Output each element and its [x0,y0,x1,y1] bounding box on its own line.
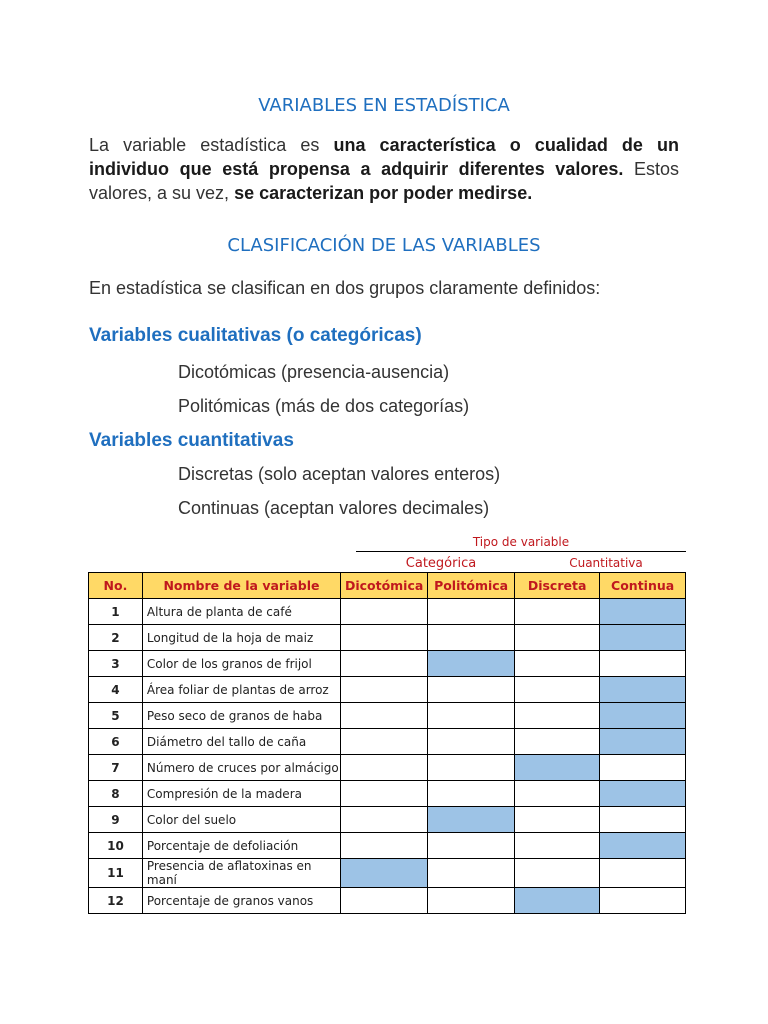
row-number: 9 [89,807,143,833]
marked-cell [428,651,515,677]
marked-cell [600,703,686,729]
empty-cell [428,859,515,888]
table-row [89,599,686,625]
empty-cell [341,729,428,755]
variable-name: Altura de planta de café [142,599,340,625]
section-title: CLASIFICACIÓN DE LAS VARIABLES [227,235,541,256]
marked-cell [600,781,686,807]
table-row [89,833,686,859]
qualitative-item: Dicotómicas (presencia-ausencia) [178,362,450,382]
intro-text-1: La variable estadística es [89,135,334,155]
variable-name: Porcentaje de defoliación [142,833,340,859]
empty-cell [341,625,428,651]
quantitative-item: Continuas (aceptan valores decimales) [178,498,490,518]
empty-cell [600,807,686,833]
empty-cell [428,833,515,859]
intro-bold-2: se caracterizan por poder medirse. [234,183,533,203]
empty-cell [600,859,686,888]
empty-cell [514,807,599,833]
qualitative-title: Variables cualitativas (o categóricas) [89,325,422,346]
col-header-continua: Continua [600,573,686,599]
table-row [89,859,686,888]
group-categorica: Categórica [405,556,477,571]
empty-cell [341,781,428,807]
empty-cell [428,703,515,729]
empty-cell [341,755,428,781]
table-header-row [89,573,686,599]
empty-cell [514,859,599,888]
table-row [89,807,686,833]
empty-cell [514,625,599,651]
classification-intro: En estadística se clasifican en dos grupos claramente definidos: [89,278,601,298]
table-body [89,599,686,914]
empty-cell [341,703,428,729]
marked-cell [600,599,686,625]
empty-cell [428,781,515,807]
variable-name: Peso seco de granos de haba [142,703,340,729]
empty-cell [341,833,428,859]
empty-cell [428,625,515,651]
row-number: 8 [89,781,143,807]
empty-cell [514,729,599,755]
group-title: Tipo de variable [356,535,686,552]
group-cuantitativa: Cuantitativa [569,556,643,570]
variable-name: Color del suelo [142,807,340,833]
empty-cell [514,599,599,625]
marked-cell [600,677,686,703]
intro-paragraph [89,133,679,205]
variable-name: Presencia de aflatoxinas en maní [142,859,340,888]
qualitative-item: Politómicas (más de dos categorías) [178,396,470,416]
col-header-name: Nombre de la variable [142,573,340,599]
col-header-dicotomica: Dicotómica [341,573,428,599]
empty-cell [428,729,515,755]
table-row [89,677,686,703]
row-number: 2 [89,625,143,651]
empty-cell [600,888,686,914]
empty-cell [428,888,515,914]
row-number: 10 [89,833,143,859]
empty-cell [428,677,515,703]
intro-bold-1: una característica o cualidad de un individuo que está propensa a adquirir diferentes valores. [89,135,679,179]
row-number: 3 [89,651,143,677]
table-row [89,651,686,677]
table-row [89,755,686,781]
empty-cell [600,651,686,677]
variables-table [88,572,686,914]
empty-cell [428,755,515,781]
empty-cell [341,599,428,625]
row-number: 11 [89,859,143,888]
marked-cell [514,755,599,781]
col-header-politomica: Politómica [428,573,515,599]
col-header-no: No. [89,573,143,599]
empty-cell [341,651,428,677]
empty-cell [428,599,515,625]
empty-cell [600,755,686,781]
row-number: 4 [89,677,143,703]
marked-cell [341,859,428,888]
empty-cell [514,677,599,703]
col-header-discreta: Discreta [514,573,599,599]
quantitative-item: Discretas (solo aceptan valores enteros) [178,464,501,484]
row-number: 7 [89,755,143,781]
row-number: 12 [89,888,143,914]
variable-name: Longitud de la hoja de maiz [142,625,340,651]
page-title: VARIABLES EN ESTADÍSTICA [258,95,510,116]
variable-name: Porcentaje de granos vanos [142,888,340,914]
row-number: 6 [89,729,143,755]
table-row [89,625,686,651]
row-number: 5 [89,703,143,729]
table-row [89,729,686,755]
empty-cell [341,807,428,833]
quantitative-title: Variables cuantitativas [89,430,294,451]
variable-name: Área foliar de plantas de arroz [142,677,340,703]
empty-cell [514,651,599,677]
empty-cell [514,833,599,859]
marked-cell [600,833,686,859]
row-number: 1 [89,599,143,625]
variable-name: Color de los granos de frijol [142,651,340,677]
intro-text-2: Estos valores, a su vez, [89,159,679,203]
variable-name: Número de cruces por almácigo [142,755,340,781]
marked-cell [514,888,599,914]
variable-name: Diámetro del tallo de caña [142,729,340,755]
empty-cell [341,888,428,914]
marked-cell [600,625,686,651]
table-row [89,888,686,914]
marked-cell [428,807,515,833]
marked-cell [600,729,686,755]
empty-cell [514,703,599,729]
table-row [89,703,686,729]
empty-cell [514,781,599,807]
table-row [89,781,686,807]
empty-cell [341,677,428,703]
variable-name: Compresión de la madera [142,781,340,807]
